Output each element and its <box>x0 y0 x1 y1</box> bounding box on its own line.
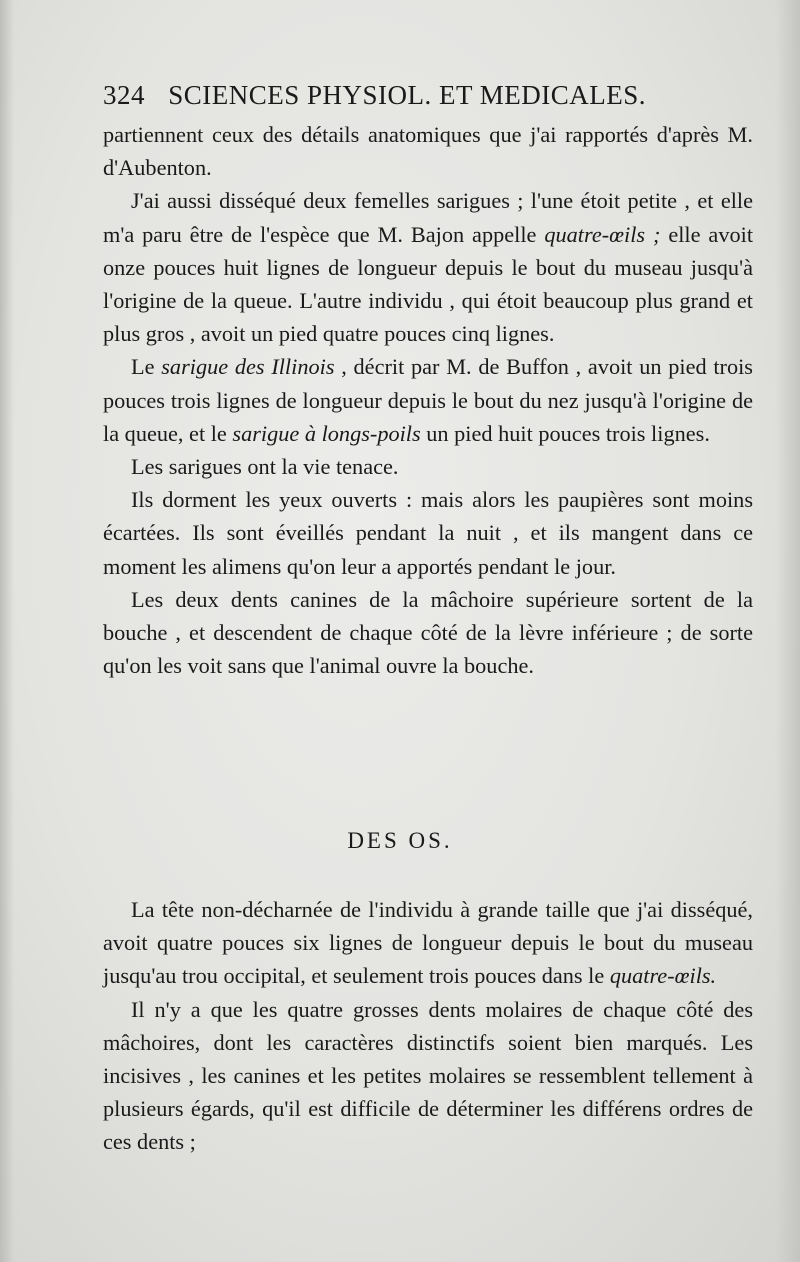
text-run: un pied huit pouces trois lignes. <box>420 420 710 446</box>
page-gutter-shadow <box>0 0 14 1262</box>
italic-text: sarigue des Illinois <box>161 354 335 380</box>
text-run: J'ai aussi disséqué deux femelles sarigues ; l'une étoit petite , et elle m'a paru être de l'espèce que M. Bajon appelle <box>103 188 753 247</box>
paragraph <box>103 450 753 483</box>
paragraph <box>103 350 753 450</box>
paragraph <box>103 993 753 1159</box>
text-run: Les deux dents canines de la mâchoire supérieure sortent de la bouche , et descendent de chaque côté de la lèvre inférieure ; de sorte qu'on les voit sans que l'animal ouvre la bouche. <box>103 586 753 679</box>
text-run: partiennent ceux des détails anatomiques que j'ai rapportés d'après M. d'Aubenton. <box>103 122 753 181</box>
text-run: Ils dorment les yeux ouverts : mais alors les paupières sont moins écartées. Ils sont éveillés pendant la nuit , et ils mangent dans ce moment les alimens qu'on leur a apportés pendant le jour. <box>103 487 753 579</box>
section-heading: DES OS. <box>347 828 453 853</box>
paragraph <box>103 118 753 184</box>
paragraph <box>103 583 753 683</box>
italic-text: quatre-œils ; <box>544 221 661 247</box>
text-run: Le <box>131 354 162 380</box>
paragraph <box>103 893 753 993</box>
paragraph <box>103 184 753 350</box>
italic-text: sarigue à longs-poils <box>232 420 421 446</box>
page-header <box>103 80 723 114</box>
page-edge-shadow <box>776 0 800 1262</box>
text-run: La tête non-décharnée de l'individu à grande taille que j'ai disséqué, avoit quatre pouces six lignes de longueur depuis le bout du museau jusqu'au trou occipital, et seulement trois pouces dans le <box>103 897 753 989</box>
text-run: Les sarigues ont la vie tenace. <box>131 454 399 480</box>
page-number: 324 <box>103 80 145 110</box>
section-text <box>103 893 753 1159</box>
running-title: SCIENCES PHYSIOL. ET MEDICALES. <box>168 80 647 110</box>
paragraph <box>103 483 753 583</box>
text-run: elle avoit onze pouces huit lignes de longueur depuis le bout du museau jusqu'à l'origine de la queue. L'autre individu , qui étoit beaucoup plus grand et plus gros , avoit un pied quatre pouces cinq lignes. <box>103 221 754 347</box>
text-run: , décrit par M. de Buffon , avoit un pied trois pouces trois lignes de longueur depuis le bout du nez jusqu'à l'origine de la queue, et le <box>103 354 753 446</box>
text-run: Il n'y a que les quatre grosses dents molaires de chaque côté des mâchoires, dont les caractères distinctifs soient bien marqués. Les incisives , les canines et les petites molaires se ressemblent tellement à plusieurs égards, qu'il est difficile de déterminer les différens ordres de ces dents ; <box>103 996 753 1155</box>
italic-text: quatre-œils. <box>609 963 717 989</box>
main-text <box>103 118 753 682</box>
